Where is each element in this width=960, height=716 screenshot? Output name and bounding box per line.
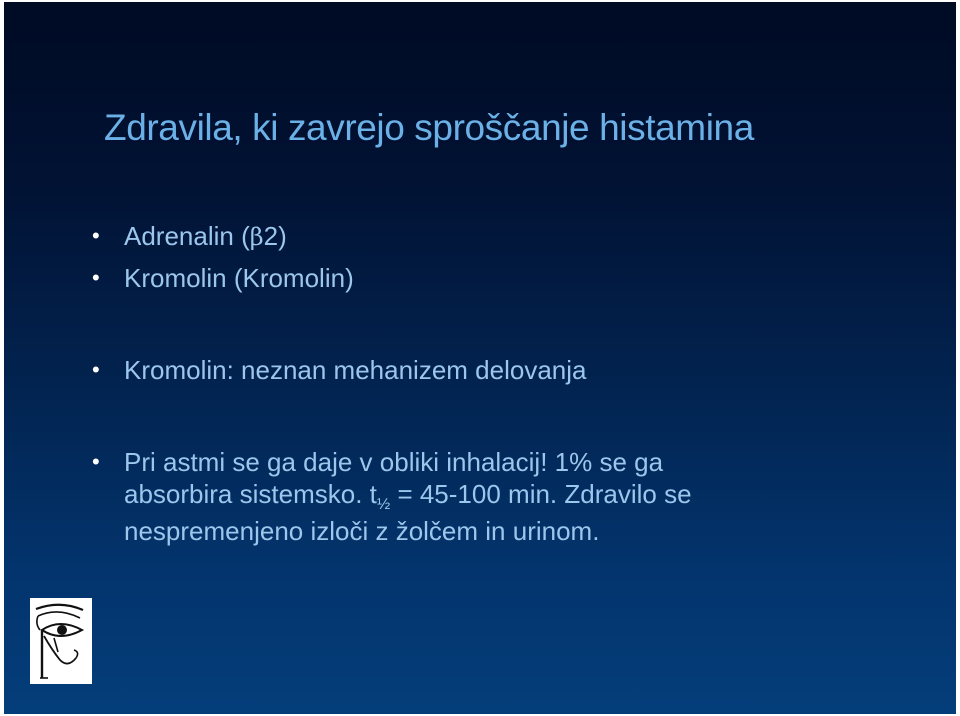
bullet-item — [86, 354, 587, 386]
bullet-item — [86, 220, 287, 253]
slide — [4, 2, 956, 714]
bullet-dot: • — [92, 357, 100, 382]
bullet-line-1: Pri astmi se ga daje v obliki inhalacij! 1% se ga — [124, 447, 664, 477]
bullet-line-2-end: = 45-100 min. Zdravilo se — [390, 479, 692, 509]
bullet-line-2: absorbira sistemsko. t — [124, 479, 377, 509]
bullet-text-end: 2) — [263, 221, 287, 251]
half-life-subscript: ½ — [376, 496, 391, 513]
bullet-text: Kromolin (Kromolin) — [124, 263, 354, 293]
logo-drawing — [30, 598, 92, 684]
bullet-item — [86, 446, 692, 547]
bullet-text: Adrenalin ( — [124, 221, 250, 251]
bullet-dot: • — [92, 265, 100, 290]
bullet-dot: • — [92, 223, 100, 248]
bullet-text: Kromolin: neznan mehanizem delovanja — [124, 355, 587, 385]
beta-symbol: β — [249, 223, 264, 251]
bullet-line-3: nespremenjeno izloči z žolčem in urinom. — [124, 516, 600, 546]
bullet-item — [86, 262, 354, 294]
eye-of-horus-icon — [30, 598, 92, 684]
bullet-dot: • — [92, 449, 100, 474]
slide-title: Zdravila, ki zavrejo sproščanje histamina — [104, 107, 754, 148]
